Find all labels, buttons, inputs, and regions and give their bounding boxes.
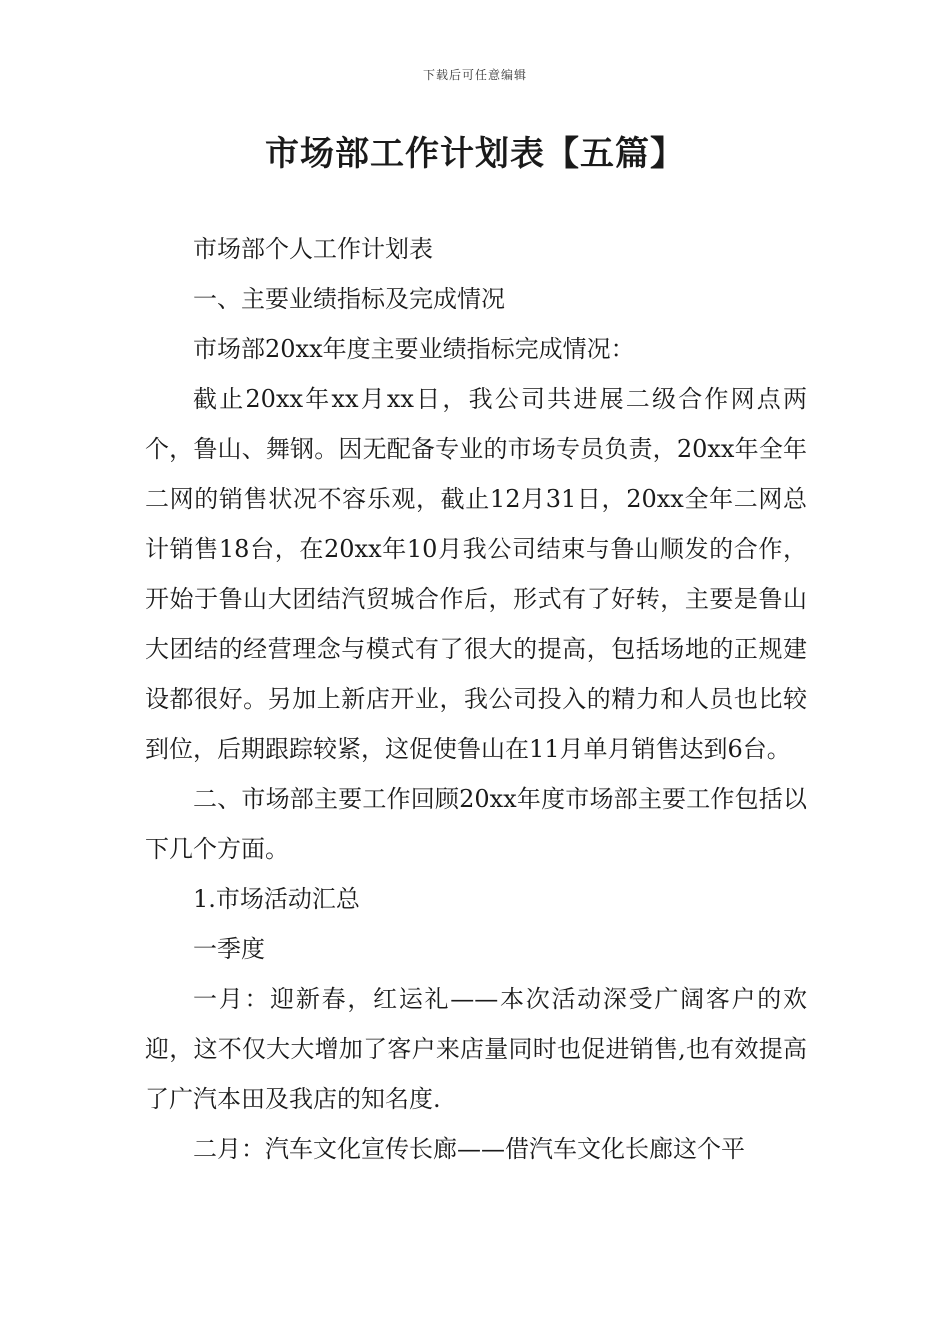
paragraph-plan-heading: 市场部个人工作计划表	[193, 235, 433, 263]
document-body	[145, 224, 807, 1174]
paragraph-kpi-intro: 市场部20xx年度主要业绩指标完成情况：	[193, 335, 635, 363]
paragraph-january: 一月：迎新春，红运礼——本次活动深受广阔客户的欢迎，这不仅大大增加了客户来店量同时也促进销售,也有效提高了广汽本田及我店的知名度.	[145, 985, 807, 1113]
paragraph-section-1-heading: 一、主要业绩指标及完成情况	[193, 285, 505, 313]
paragraph-activity-summary: 1.市场活动汇总	[193, 885, 360, 913]
paragraph-section-2-heading: 二、市场部主要工作回顾20xx年度市场部主要工作包括以下几个方面。	[145, 785, 807, 863]
paragraph-quarter-1: 一季度	[193, 935, 265, 963]
document-title: 市场部工作计划表【五篇】	[265, 134, 685, 174]
header-note: 下载后可任意编辑	[422, 68, 527, 82]
paragraph-kpi-details: 截止20xx年xx月xx日，我公司共进展二级合作网点两个，鲁山、舞钢。因无配备专业的市场专员负责，20xx年全年二网的销售状况不容乐观，截止12月31日，20xx全年二网总计销售18台，在20xx年10月我公司结束与鲁山顺发的合作，开始于鲁山大团结汽贸城合作后，形式有了好转，主要是鲁山大团结的经营理念与模式有了很大的提高，包括场地的正规建设都很好。另加上新店开业，我公司投入的精力和人员也比较到位，后期跟踪较紧，这促使鲁山在11月单月销售达到6台。	[145, 385, 807, 763]
paragraph-february: 二月：汽车文化宣传长廊——借汽车文化长廊这个平	[193, 1135, 745, 1163]
